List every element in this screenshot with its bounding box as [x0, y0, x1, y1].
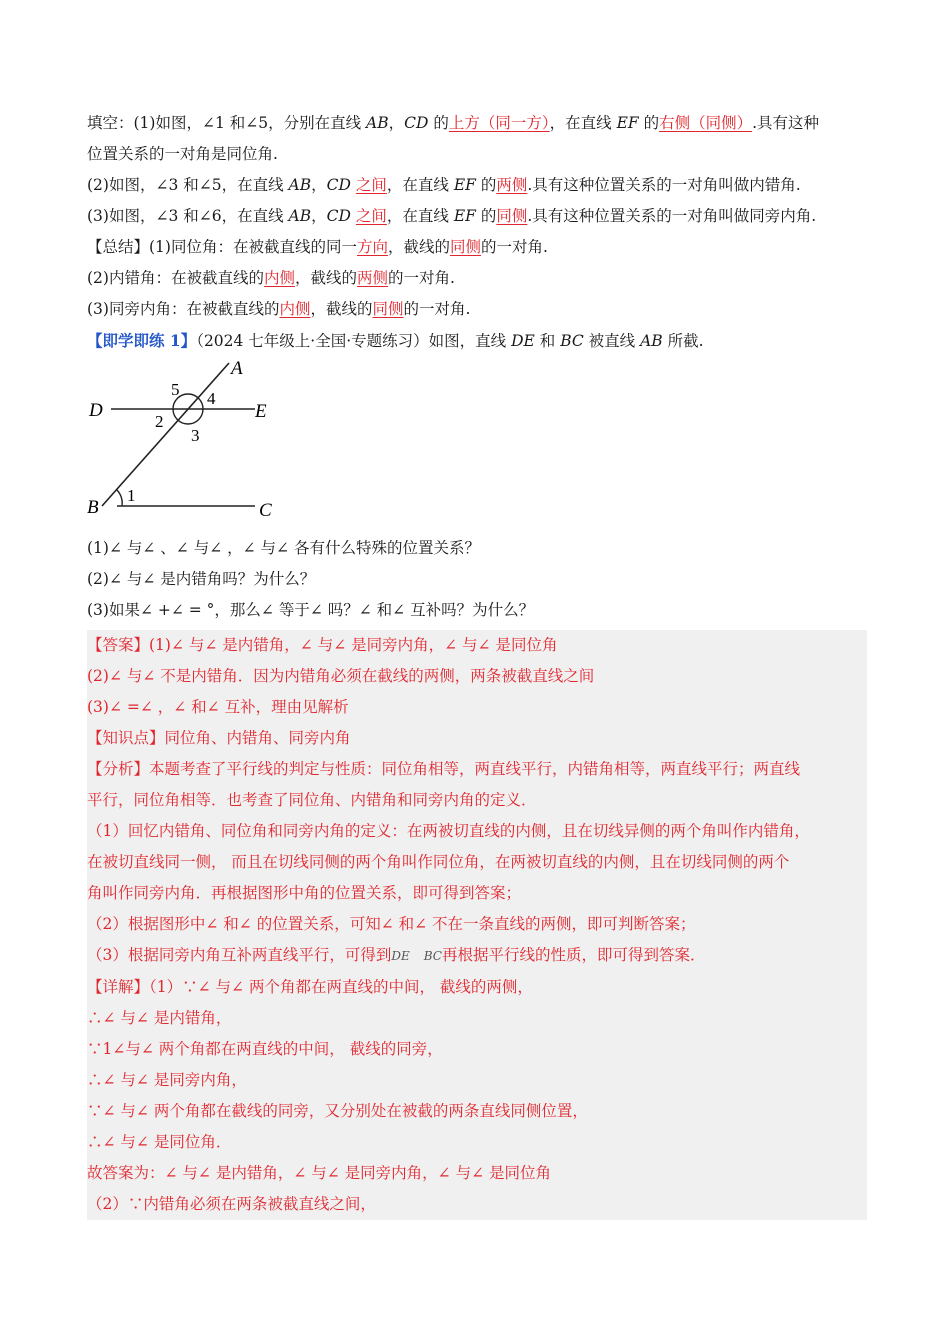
- angle-label-4: 4: [207, 389, 216, 408]
- detail-line-3: ∵1∠与∠ 两个角都在两直线的中间， 截线的同旁，: [87, 1040, 443, 1058]
- summary-line-1: 【总结】(1)同位角：在被截直线的同一方向，截线的同侧的一对角.: [87, 238, 548, 256]
- analysis-step-3: （3）根据同旁内角互补两直线平行，可得到DE BC再根据平行线的性质，即可得到答案．: [87, 946, 706, 964]
- answer-line-2: (2)∠ 与∠ 不是内错角．因为内错角必须在截线的两侧，两条被截直线之间: [87, 667, 595, 685]
- label-d: D: [89, 400, 103, 421]
- fill-blank-line-3: (3)如图，∠3 和∠6，在直线 AB，CD 之间，在直线 EF 的同侧.具有这种位置关系的一对角叫做同旁内角.: [87, 207, 817, 225]
- angle-label-1: 1: [127, 486, 136, 505]
- detail-line-1: 【详解】（1）∵∠ 与∠ 两个角都在两直线的中间， 截线的两侧，: [87, 978, 533, 996]
- detail-line-8: （2）∵内错角必须在两条被截直线之间，: [87, 1195, 376, 1213]
- angle-label-5: 5: [171, 380, 180, 399]
- figure-svg: [87, 361, 287, 531]
- label-e: E: [255, 401, 267, 422]
- analysis-step-1c: 角叫作同旁内角．再根据图形中角的位置关系，即可得到答案；: [87, 884, 522, 902]
- line-ab: [102, 363, 229, 506]
- question-1: (1)∠ 与∠ 、∠ 与∠ ，∠ 与∠ 各有什么特殊的位置关系？: [87, 539, 480, 557]
- angle-1-arc: [117, 490, 122, 506]
- knowledge-point: 【知识点】同位角、内错角、同旁内角: [87, 729, 351, 747]
- answer-blank: 同侧: [496, 207, 528, 225]
- detail-line-5: ∵∠ 与∠ 两个角都在截线的同旁，又分别处在被截的两条直线同侧位置，: [87, 1102, 588, 1120]
- question-3: (3)如果∠ +∠ = °，那么∠ 等于∠ 吗？∠ 和∠ 互补吗？为什么？: [87, 601, 535, 619]
- geometry-figure: [87, 361, 287, 531]
- fill-blank-line-1-cont: 位置关系的一对角是同位角.: [87, 145, 278, 163]
- detail-line-2: ∴∠ 与∠ 是内错角，: [87, 1009, 232, 1027]
- angle-label-3: 3: [191, 426, 200, 445]
- detail-line-7: 故答案为：∠ 与∠ 是内错角，∠ 与∠ 是同旁内角，∠ 与∠ 是同位角: [87, 1164, 551, 1182]
- label-c: C: [259, 500, 272, 521]
- summary-line-2: (2)内错角：在被截直线的内侧，截线的两侧的一对角.: [87, 269, 455, 287]
- answer-line-3: (3)∠ =∠ ，∠ 和∠ 互补，理由见解析: [87, 698, 349, 716]
- answer-blank: 之间: [355, 207, 387, 225]
- answer-line-1: 【答案】(1)∠ 与∠ 是内错角，∠ 与∠ 是同旁内角，∠ 与∠ 是同位角: [87, 636, 558, 654]
- detail-line-6: ∴∠ 与∠ 是同位角．: [87, 1133, 232, 1151]
- summary-line-3: (3)同旁内角：在被截直线的内侧，截线的同侧的一对角.: [87, 300, 471, 318]
- analysis-step-1b: 在被切直线同一侧， 而且在切线同侧的两个角叫作同位角，在两被切直线的内侧，且在切线同侧的两个: [87, 853, 790, 871]
- question-2: (2)∠ 与∠ 是内错角吗？为什么？: [87, 570, 316, 588]
- fill-blank-line-1: 填空：(1)如图，∠1 和∠5，分别在直线 AB，CD 的上方（同一方），在直线 EF 的右侧（同侧）.具有这种: [87, 114, 820, 132]
- angle-label-2: 2: [155, 412, 164, 431]
- fill-blank-line-2: (2)如图，∠3 和∠5，在直线 AB，CD 之间，在直线 EF 的两侧.具有这种位置关系的一对角叫做内错角.: [87, 176, 801, 194]
- label-a: A: [231, 361, 243, 379]
- analysis-line-2: 平行，同位角相等．也考查了同位角、内错角和同旁内角的定义．: [87, 791, 537, 809]
- analysis-step-2: （2）根据图形中∠ 和∠ 的位置关系，可知∠ 和∠ 不在一条直线的两侧，即可判断答案；: [87, 915, 696, 933]
- label-b: B: [87, 497, 99, 518]
- exercise-tag: 【即学即练 1】: [87, 331, 197, 350]
- document-page: [87, 108, 867, 1220]
- answer-blank: 右侧（同侧）: [659, 114, 753, 132]
- answer-blank: 两侧: [496, 176, 528, 194]
- answer-block: [87, 630, 867, 1220]
- analysis-line-1: 【分析】本题考查了平行线的判定与性质：同位角相等，两直线平行，内错角相等，两直线平行；两直线: [87, 760, 801, 778]
- answer-blank: 上方（同一方）: [448, 114, 550, 132]
- answer-blank: 之间: [355, 176, 387, 194]
- detail-line-4: ∴∠ 与∠ 是同旁内角，: [87, 1071, 247, 1089]
- exercise-header: 【即学即练 1】（2024 七年级上·全国·专题练习）如图，直线 DE 和 BC 被直线 AB 所截.: [87, 331, 704, 350]
- analysis-step-1a: （1）回忆内错角、同位角和同旁内角的定义：在两被切直线的内侧，且在切线异侧的两个角叫作内错角，: [87, 822, 810, 840]
